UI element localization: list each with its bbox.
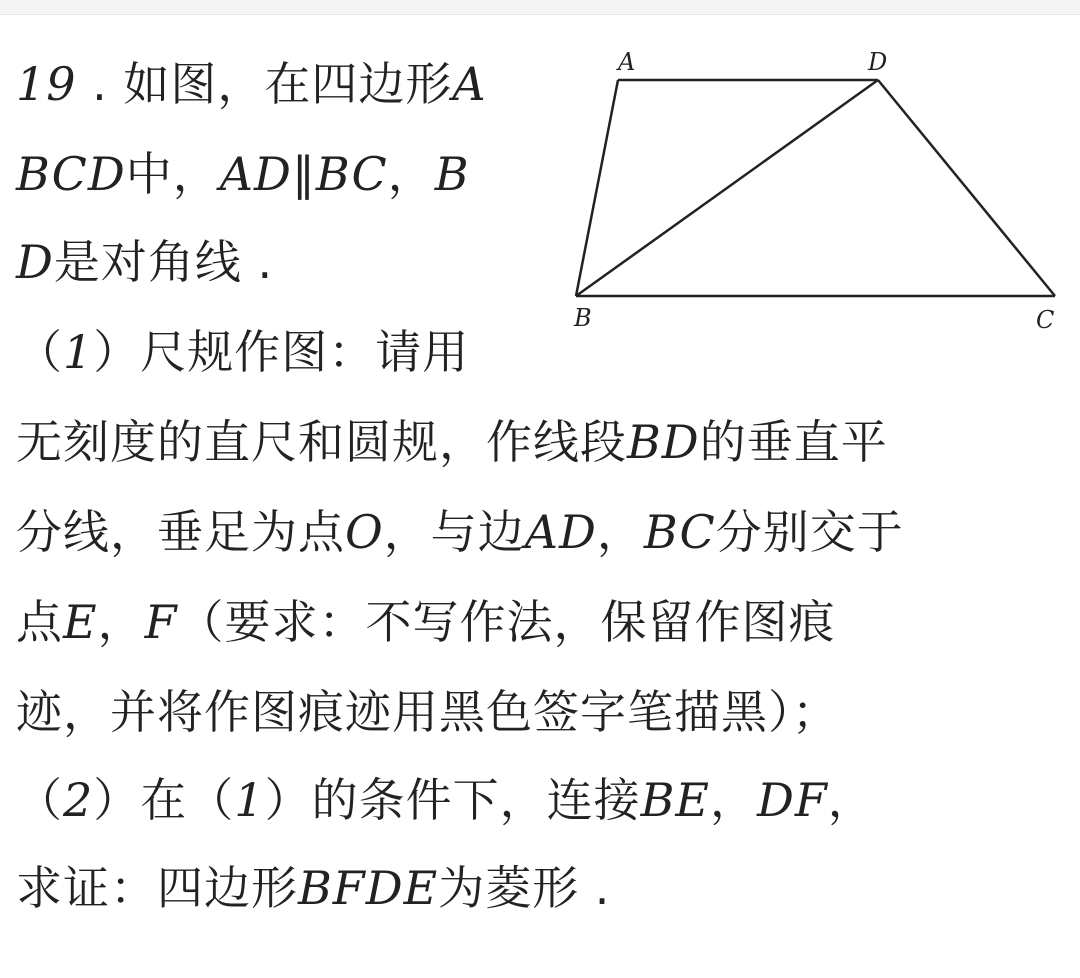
problem-line-1 <box>16 56 487 112</box>
text-segment: . 如图，在四边形 <box>76 57 453 111</box>
math-segment: DF <box>756 773 828 827</box>
part-1-line-5 <box>16 684 839 740</box>
text-segment: ， <box>596 505 644 559</box>
text-segment: 迹，并将作图痕迹用黑色签字笔描黑）； <box>16 685 839 739</box>
math-segment: B <box>434 147 470 201</box>
math-segment: F <box>144 595 178 649</box>
math-segment: BCD <box>16 147 126 201</box>
diagonal-bd <box>576 80 878 296</box>
part-1-line-1 <box>16 324 469 380</box>
problem-number: 19 <box>16 57 77 111</box>
parallel-symbol: ∥ <box>291 147 316 201</box>
text-segment: （要求：不写作法，保留作图痕 <box>177 595 836 649</box>
text-segment: 为菱形 . <box>438 861 611 915</box>
text-segment: ， <box>827 773 875 827</box>
math-segment: AD <box>219 147 292 201</box>
text-segment: ，与边 <box>383 505 525 559</box>
segment-dc <box>878 80 1055 296</box>
text-segment: 点 <box>16 595 63 649</box>
math-segment: BFDE <box>298 861 439 915</box>
text-segment: 求证：四边形 <box>16 861 298 915</box>
part-2-line-2 <box>16 860 610 916</box>
math-segment: A <box>452 57 487 111</box>
text-segment: ， <box>387 147 435 201</box>
quadrilateral-figure <box>560 40 1080 340</box>
math-segment: BD <box>627 415 700 469</box>
text-segment: ， <box>709 773 757 827</box>
part-2-line-1 <box>16 772 875 828</box>
text-segment: 是对角线 . <box>53 235 274 289</box>
text-segment: ， <box>97 595 145 649</box>
part-1-line-4 <box>16 594 836 650</box>
text-segment: ）尺规作图：请用 <box>93 325 470 379</box>
text-segment: 的垂直平 <box>699 415 888 469</box>
text-segment: （ <box>16 773 63 827</box>
text-segment: 无刻度的直尺和圆规，作线段 <box>16 415 627 469</box>
vertex-label-b: B <box>574 304 592 332</box>
text-segment: 中， <box>125 147 220 201</box>
vertex-label-a: A <box>618 48 636 76</box>
math-segment: BE <box>640 773 710 827</box>
part-number: 1 <box>234 773 265 827</box>
segment-ab <box>576 80 618 296</box>
problem-line-3 <box>16 234 273 290</box>
text-segment: （ <box>16 325 63 379</box>
text-segment: ）在（ <box>93 773 235 827</box>
text-segment: ）的条件下，连接 <box>264 773 641 827</box>
math-segment: O <box>345 505 384 559</box>
part-number: 2 <box>63 773 94 827</box>
text-segment: 分线，垂足为点 <box>16 505 345 559</box>
problem-line-2 <box>16 146 470 202</box>
math-segment: D <box>16 235 54 289</box>
top-bar <box>0 0 1080 15</box>
part-number: 1 <box>63 325 94 379</box>
math-segment: BC <box>643 505 716 559</box>
part-1-line-3 <box>16 504 904 560</box>
vertex-label-c: C <box>1036 306 1055 334</box>
vertex-label-d: D <box>868 48 888 76</box>
part-1-line-2 <box>16 414 888 470</box>
math-segment: BC <box>315 147 388 201</box>
math-segment: AD <box>524 505 597 559</box>
text-segment: 分别交于 <box>715 505 904 559</box>
math-segment: E <box>63 595 98 649</box>
